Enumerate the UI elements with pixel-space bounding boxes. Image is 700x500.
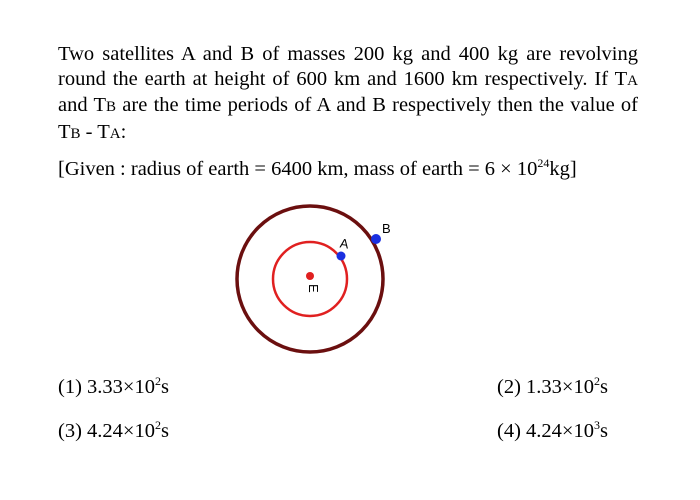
diff-a-subscript: A [109, 125, 121, 142]
colon: : [120, 120, 127, 143]
question-line2: are the time periods of A and B respectively then the value of [116, 94, 639, 116]
diff-a-symbol: T [97, 120, 110, 143]
option-3[interactable] [58, 419, 169, 443]
option-mantissa: 3.33×10 [87, 376, 155, 398]
option-1[interactable] [58, 375, 169, 399]
given-suffix: kg] [549, 158, 577, 180]
option-number: (4) [497, 420, 521, 442]
diff-b-symbol: T [58, 120, 71, 143]
orbit-diagram [225, 195, 405, 365]
minus-sign: - [80, 120, 98, 143]
given-exponent: 24 [537, 156, 550, 171]
option-exponent: 2 [154, 418, 161, 433]
option-number: (1) [58, 376, 82, 398]
and-text: and [58, 94, 94, 116]
question-line1: Two satellites A and B of masses 200 kg and 400 kg are revolving round the earth at height of 600 km and 1600 km respectively. If [58, 43, 638, 90]
option-unit: s [599, 420, 608, 442]
option-exponent: 2 [154, 374, 161, 389]
option-unit: s [599, 376, 608, 398]
period-b-subscript: B [106, 99, 117, 115]
option-number: (2) [497, 376, 521, 398]
period-a-subscript: A [627, 72, 638, 89]
option-exponent: 2 [593, 374, 600, 389]
option-unit: s [160, 420, 169, 442]
option-unit: s [160, 376, 169, 398]
label-b: B [382, 221, 391, 236]
option-mantissa: 4.24×10 [87, 420, 155, 442]
period-b-symbol: T [93, 94, 107, 116]
label-e: E [306, 284, 321, 293]
given-prefix: [Given : radius of earth = 6400 km, mass of earth = 6 × 10 [58, 158, 538, 180]
option-2[interactable] [497, 375, 608, 399]
period-a-symbol: T [614, 67, 628, 90]
satellite-a [337, 252, 346, 261]
option-mantissa: 1.33×10 [526, 376, 594, 398]
option-mantissa: 4.24×10 [526, 420, 594, 442]
diff-b-subscript: B [70, 125, 81, 142]
option-exponent: 3 [593, 418, 600, 433]
earth-dot [306, 272, 314, 280]
label-a: A [338, 235, 350, 252]
question-text [58, 42, 638, 146]
given-data [58, 157, 648, 181]
option-number: (3) [58, 420, 82, 442]
option-4[interactable] [497, 419, 608, 443]
satellite-b [371, 234, 381, 244]
